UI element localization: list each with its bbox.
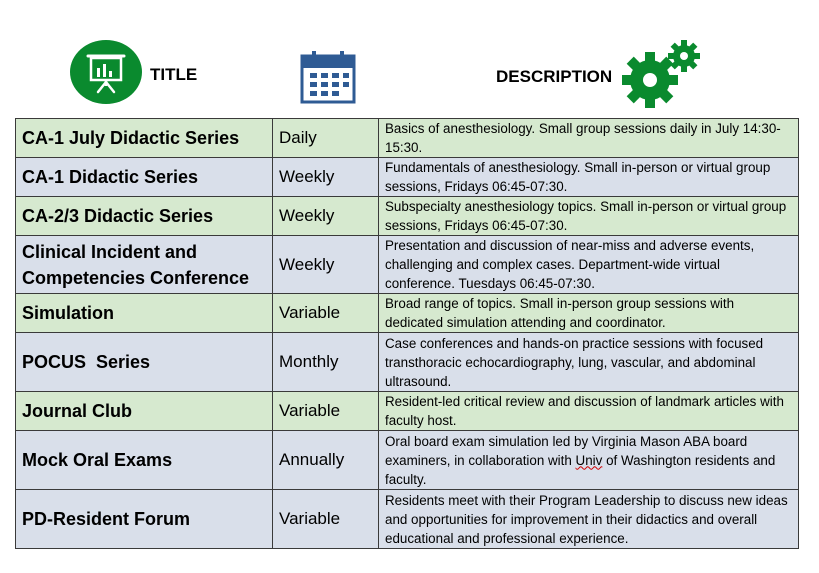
row-description: Presentation and discussion of near-miss and adverse events, challenging and complex cases. Department-wide virtual conference. Tuesdays 06:45-07:30. <box>379 236 799 294</box>
table-row <box>16 431 799 490</box>
row-title: PD-Resident Forum <box>16 490 273 549</box>
row-frequency: Weekly <box>273 197 379 236</box>
row-title: Clinical Incident and Competencies Conference <box>16 236 273 294</box>
table-row <box>16 392 799 431</box>
row-description: Residents meet with their Program Leadership to discuss new ideas and opportunities for improvement in their didactics and overall educational and professional experience. <box>379 490 799 549</box>
row-description <box>379 431 799 490</box>
table-row <box>16 158 799 197</box>
row-title: POCUS Series <box>16 333 273 392</box>
row-description: Basics of anesthesiology. Small group sessions daily in July 14:30-15:30. <box>379 119 799 158</box>
table-row <box>16 197 799 236</box>
table-row <box>16 294 799 333</box>
row-frequency: Variable <box>273 490 379 549</box>
row-description: Fundamentals of anesthesiology. Small in-person or virtual group sessions, Fridays 06:45-07:30. <box>379 158 799 197</box>
row-frequency: Weekly <box>273 236 379 294</box>
row-frequency: Daily <box>273 119 379 158</box>
row-frequency: Weekly <box>273 158 379 197</box>
row-description: Resident-led critical review and discussion of landmark articles with faculty host. <box>379 392 799 431</box>
calendar-icon <box>300 50 356 104</box>
row-title: Journal Club <box>16 392 273 431</box>
row-frequency: Annually <box>273 431 379 490</box>
gears-icon <box>622 40 702 108</box>
description-column-label: DESCRIPTION <box>496 67 613 86</box>
description-text: of Washington residents and faculty. <box>385 452 776 487</box>
spellcheck-flagged-word: Univ <box>575 452 603 468</box>
row-title: CA-1 July Didactic Series <box>16 119 273 158</box>
row-frequency: Variable <box>273 294 379 333</box>
table-row <box>16 333 799 392</box>
table-row <box>16 119 799 158</box>
row-description: Case conferences and hands-on practice sessions with focused transthoracic echocardiography, lung, vascular, and abdominal ultrasound. <box>379 333 799 392</box>
row-title: CA-2/3 Didactic Series <box>16 197 273 236</box>
row-description: Subspecialty anesthesiology topics. Small in-person or virtual group sessions, Fridays 06:45-07:30. <box>379 197 799 236</box>
title-column-label: TITLE <box>150 65 198 84</box>
table-row <box>16 490 799 549</box>
row-title: Simulation <box>16 294 273 333</box>
row-frequency: Monthly <box>273 333 379 392</box>
didactics-table <box>15 118 799 549</box>
row-title: Mock Oral Exams <box>16 431 273 490</box>
presentation-icon <box>70 40 142 104</box>
row-frequency: Variable <box>273 392 379 431</box>
description-text: Oral board exam simulation led by Virginia Mason ABA board examiners, in collaboration with <box>385 433 748 468</box>
row-title: CA-1 Didactic Series <box>16 158 273 197</box>
table-row <box>16 236 799 294</box>
row-description: Broad range of topics. Small in-person group sessions with dedicated simulation attending and coordinator. <box>379 294 799 333</box>
